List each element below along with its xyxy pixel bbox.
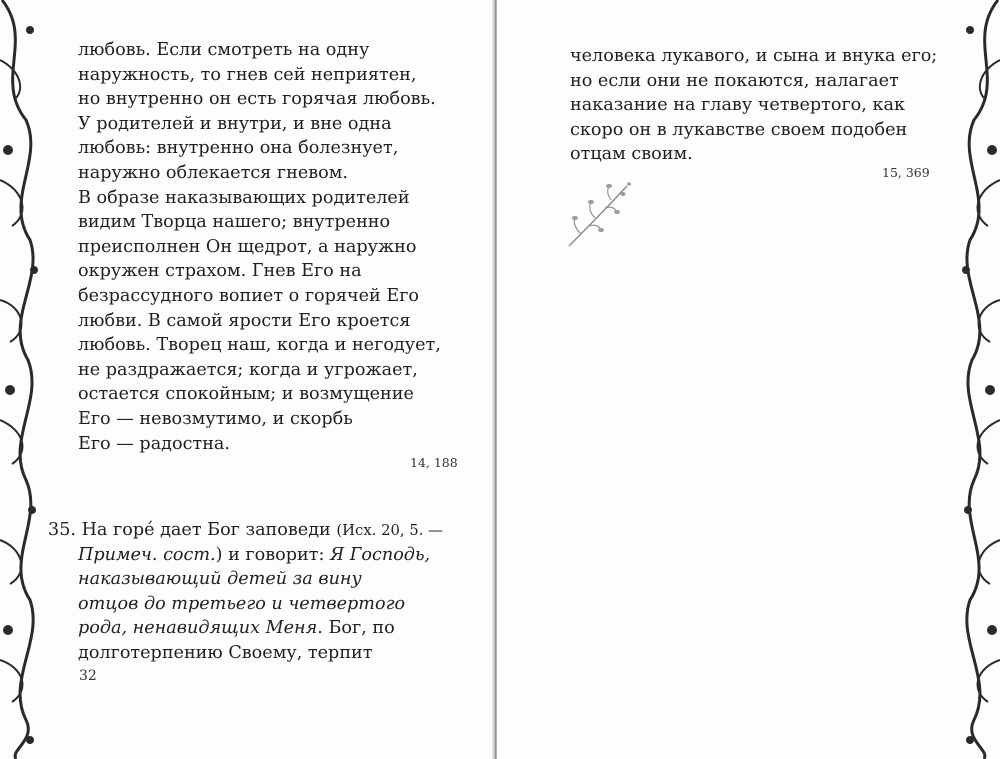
right-page bbox=[497, 0, 1000, 759]
source-reference: 14, 188 bbox=[410, 455, 458, 470]
text-line: преисполнен Он щедрот, а наружно bbox=[78, 236, 417, 257]
text-line: но внутренно он есть горячая любовь. bbox=[78, 89, 436, 110]
scripture-quote: Я Господь, bbox=[329, 544, 431, 565]
text-line: окружен страхом. Гнев Его на bbox=[78, 261, 362, 282]
right-floral-border bbox=[952, 0, 1000, 759]
source-reference: 15, 369 bbox=[882, 165, 930, 180]
text-line: Его — невозмутимо, и скорбь bbox=[78, 408, 353, 429]
text-line: наружность, то гнев сей неприятен, bbox=[78, 64, 417, 85]
left-floral-border bbox=[0, 0, 44, 759]
text-line: не раздражается; когда и угрожает, bbox=[78, 359, 418, 380]
text-line: видим Творца нашего; внутренно bbox=[78, 212, 391, 233]
text-line: любви. В самой ярости Его кроется bbox=[78, 310, 411, 331]
citation-close: ) bbox=[215, 544, 223, 565]
paragraph-text: и говорит: bbox=[222, 544, 330, 565]
right-page-body bbox=[570, 44, 937, 167]
text-line: любовь. Творец наш, когда и негодует, bbox=[78, 335, 441, 356]
citation: (Исх. 20, 5. — bbox=[336, 522, 443, 539]
text-line: но если они не покаются, налагает bbox=[570, 70, 899, 91]
scripture-quote: наказывающий детей за вину bbox=[78, 569, 362, 590]
scripture-quote: рода, ненавидящих Меня bbox=[78, 618, 318, 639]
text-line: наружно облекается гневом. bbox=[78, 162, 349, 183]
page-number: 32 bbox=[79, 668, 97, 684]
left-page bbox=[0, 0, 494, 759]
text-line: В образе наказывающих родителей bbox=[78, 187, 410, 208]
text-line: безрассудного вопиет о горячей Его bbox=[78, 285, 420, 306]
text-line: наказание на главу четвертого, как bbox=[570, 95, 905, 116]
left-page-body bbox=[78, 38, 441, 456]
text-line: любовь: внутренно она болезнует, bbox=[78, 138, 399, 159]
text-line: Его — радостна. bbox=[78, 433, 231, 454]
text-line: любовь. Если смотреть на одну bbox=[78, 40, 370, 60]
scripture-quote: отцов до третьего и четвертого bbox=[78, 593, 406, 614]
text-line: У родителей и внутри, и вне одна bbox=[78, 113, 392, 134]
text-line: человека лукавого, и сына и внука его; bbox=[570, 46, 938, 66]
paragraph-35 bbox=[48, 518, 443, 666]
paragraph-text: . Бог, по bbox=[317, 618, 395, 639]
text-line: скоро он в лукавстве своем подобен bbox=[570, 119, 908, 140]
paragraph-text: долготерпению Своему, терпит bbox=[78, 642, 373, 663]
citation-note: Примеч. сост. bbox=[78, 544, 216, 565]
sprig-icon bbox=[565, 180, 637, 250]
paragraph-number: 35. bbox=[48, 520, 76, 540]
text-line: отцам своим. bbox=[570, 144, 693, 165]
text-line: остается спокойным; и возмущение bbox=[78, 384, 414, 405]
paragraph-text: На горé дает Бог заповеди bbox=[81, 520, 331, 540]
